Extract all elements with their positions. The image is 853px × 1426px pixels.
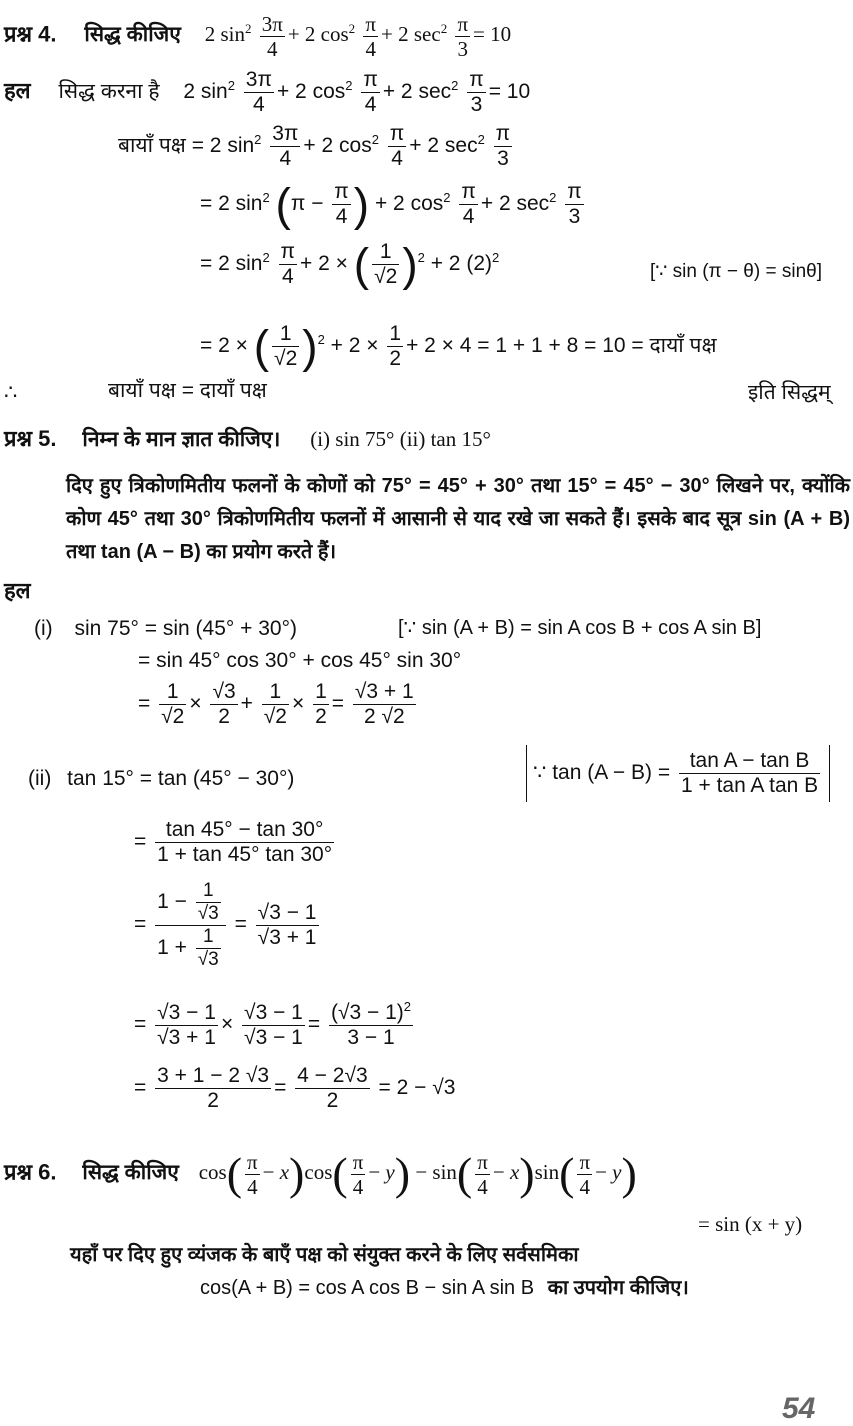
- sol5-ii-step3: = $\frac{√3 - 1}{√3 + 1}$ × $\frac{√3 - 1}{√3 - 1}$ = $\frac{(√3 - 1)^2}{3 - 1}$: [134, 999, 412, 1050]
- page-number: 54: [782, 1392, 816, 1425]
- sol4-step3: = 2 $\sin^2$ $\frac{\pi}{4}$ + 2 × ( $\frac{1}{√2}$ )$^2$ + 2 $(2)^2$: [200, 238, 500, 291]
- q4-statement: 2 $\sin^2$ $\frac{3\pi}{4}$ + 2 $\cos^2$ $\frac{\pi}{4}$ + 2 $\sec^2$ $\frac{\pi}{3}$ = 10: [204, 12, 512, 62]
- sol5-ii-step2: = 1 − $\frac{1}{√3}$ 1 + $\frac{1}{√3}$ = $\frac{√3 - 1}{√3 + 1}$: [134, 880, 317, 970]
- sol5-i-identity: [∵ sin (A + B) = sin A cos B + cos A sin B]: [398, 617, 762, 639]
- sol4-qed: इति सिद्धम्: [748, 381, 831, 404]
- solution-4-intro: [4, 68, 530, 117]
- q6-label: प्रश्न 6.: [4, 1159, 57, 1185]
- sol5-i-line1: (i) sin 75° = sin (45° + 30°): [34, 617, 297, 640]
- sol4-therefore: ∴: [4, 381, 18, 404]
- sol4-conclusion: बायाँ पक्ष = दायाँ पक्ष: [108, 379, 267, 402]
- q6-hint-line1: यहाँ पर दिए हुए व्यंजक के बाएँ पक्ष को संयुक्त करने के लिए सर्वसमिका: [70, 1244, 579, 1266]
- q5-prompt: निम्न के मान ज्ञात कीजिए।: [82, 428, 281, 451]
- sol4-step1: बायाँ पक्ष = 2 $\sin^2$ $\frac{3\pi}{4}$ + 2 $\cos^2$ $\frac{\pi}{4}$ + 2 $\sec^2$ $\frac{\pi}{3}$: [118, 122, 511, 171]
- question-4: [4, 12, 511, 61]
- sol5-i-line3: = $\frac{1}{√2}$ × $\frac{√3}{2}$ + $\frac{1}{√2}$ × $\frac{1}{2}$ = $\frac{√3 + 1}{2 √2}$: [138, 680, 414, 729]
- sol5-i-label: (i): [34, 617, 53, 640]
- sol5-ii-identity: ∵ tan (A − B) = $\frac{\text{tan A − tan B}}{\text{1 + tan A tan B}}$: [526, 745, 830, 802]
- sol5-ii-step1: = $\frac{\tan 45^\circ - \tan 30^\circ}{1 + \tan 45^\circ \tan 30^\circ}$: [134, 818, 333, 867]
- question-5: [4, 428, 491, 450]
- q5-parts: (i) sin 75° (ii) tan 15°: [310, 427, 491, 451]
- q4-label: प्रश्न 4.: [4, 21, 57, 47]
- sol4-step2: = 2 $\sin^2 (\pi$ − $\frac{\pi}{4}$ ) + 2 $\cos^2$ $\frac{\pi}{4}$ + 2 $\sec^2$ $\frac{\pi}{3}$: [200, 178, 582, 231]
- question-6: [4, 1150, 637, 1199]
- sol4-intro: सिद्ध करना है: [58, 80, 160, 104]
- sol5-ii-result: = 2 − √3: [378, 1076, 456, 1100]
- q5-hint: दिए हुए त्रिकोणमितीय फलनों के कोणों को 75° = 45° + 30° तथा 15° = 45° − 30° लिखने पर, क्योंकि कोण 45° तथा 30° त्रिकोणमितीय फलनों में आसानी से याद रखे जा सकते हैं। इसके बाद सूत्र sin (A + B) तथा tan (A − B) का प्रयोग करते हैं।: [66, 475, 850, 563]
- sol5-ii-line1: (ii) tan 15° = tan (45° − 30°): [28, 767, 295, 790]
- q6-hint-line2: cos(A + B) = cos A cos B − sin A sin B का उपयोग कीजिए।: [200, 1277, 689, 1299]
- sol4-statement: 2 $\sin^2$ $\frac{3\pi}{4}$ + 2 $\cos^2$ $\frac{\pi}{4}$ + 2 $\sec^2$ $\frac{\pi}{3}$ = 10: [183, 68, 531, 117]
- sol5-ii-step4: = $\frac{3 + 1 - 2 √3}{2}$ = $\frac{4 - 2√3}{2}$ = 2 − √3: [134, 1064, 456, 1113]
- q6-statement: cos( $\frac{\pi}{4}$ − x)cos( $\frac{\pi}{4}$ − y) − sin( $\frac{\pi}{4}$ − x)sin( $\frac{\pi}{4}$ − y): [198, 1148, 637, 1200]
- sol5-ii-label: (ii): [28, 767, 52, 790]
- sol5-i-line2: = sin 45° cos 30° + cos 45° sin 30°: [138, 649, 462, 672]
- sol4-label: हल: [4, 78, 31, 104]
- sol5-label: हल: [4, 578, 31, 603]
- sol4-step4: = 2 × ( $\frac{1}{√2}$ )$^2$ + 2 × $\frac{1}{2}$ + 2 × 4 = 1 + 1 + 8 = 10 = दायाँ पक्ष: [200, 320, 717, 373]
- sol4-lhs-label: बायाँ पक्ष: [118, 134, 186, 158]
- q4-prompt: सिद्ध कीजिए: [84, 23, 181, 47]
- q5-label: प्रश्न 5.: [4, 426, 57, 451]
- sol4-identity: [∵ sin (π − θ) = sinθ]: [650, 261, 822, 282]
- q6-prompt: सिद्ध कीजिए: [82, 1161, 179, 1185]
- q6-rhs: = sin (x + y): [698, 1212, 803, 1236]
